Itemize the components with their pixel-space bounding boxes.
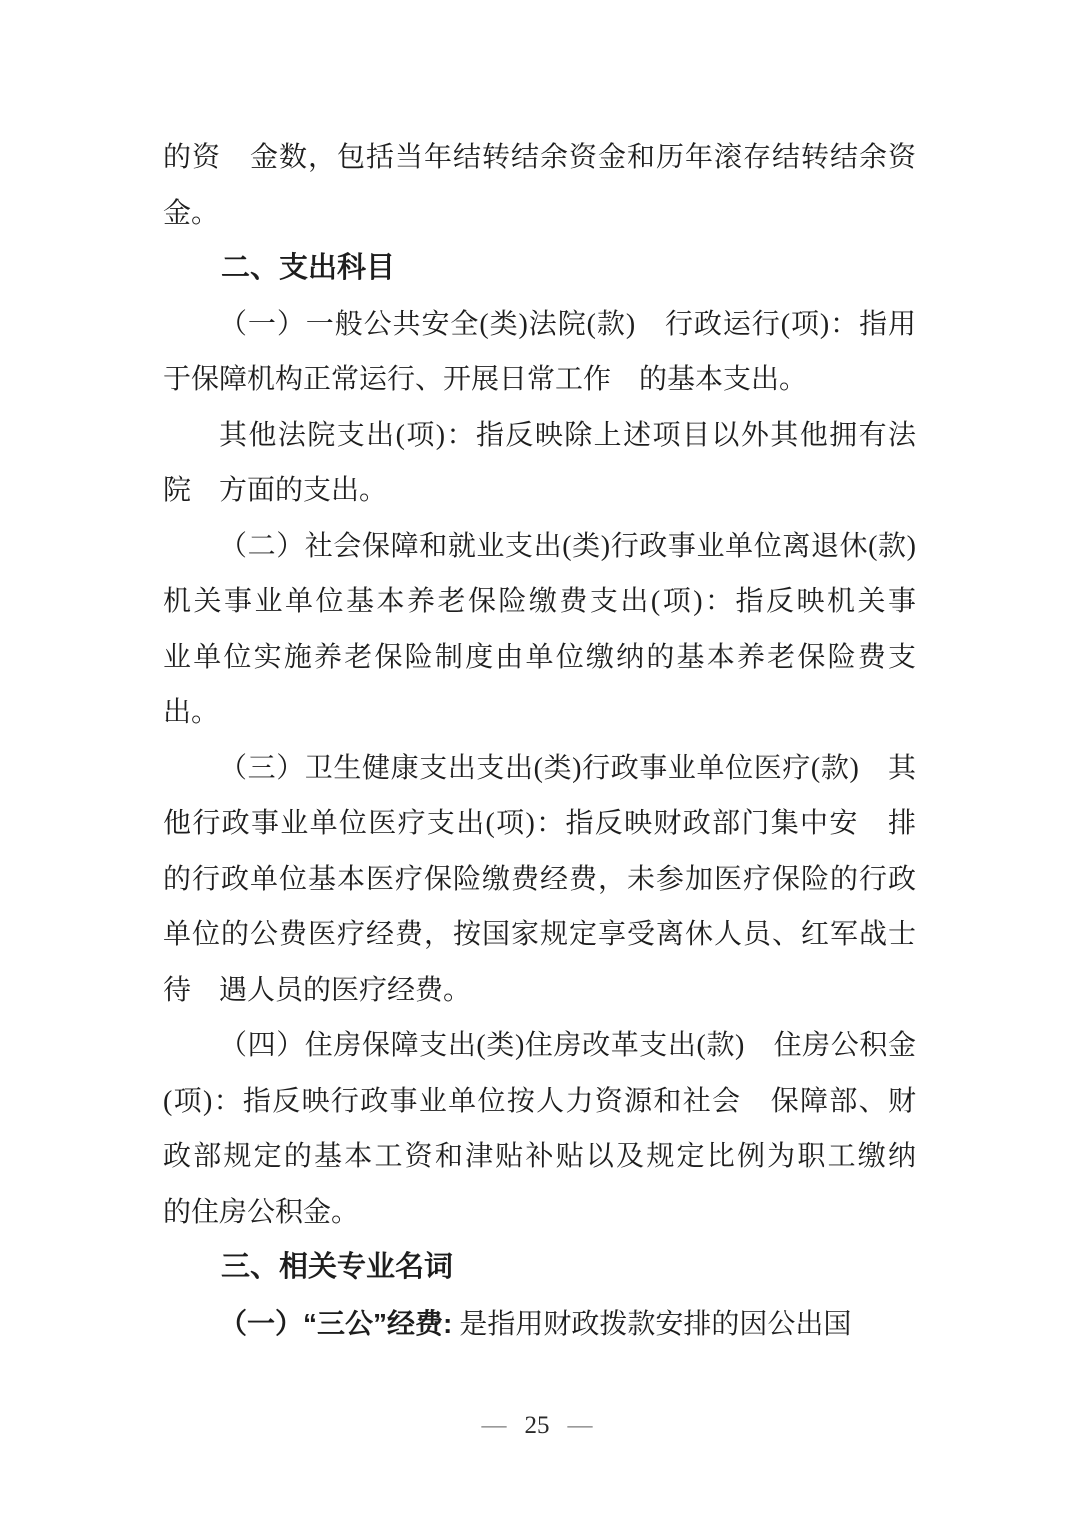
text-run: 待 遇人员的医疗经费。 bbox=[163, 974, 472, 1006]
text-line bbox=[163, 685, 916, 741]
text-line bbox=[163, 574, 916, 630]
footer-dash-right: — bbox=[567, 1412, 593, 1439]
text-run: 政部规定的基本工资和津贴补贴以及规定比例为职工缴纳 bbox=[163, 1141, 916, 1172]
text-line bbox=[163, 408, 916, 464]
text-run: （四）住房保障支出(类)住房改革支出(款) 住房公积金 bbox=[219, 1030, 916, 1061]
text-line bbox=[163, 130, 916, 186]
text-line bbox=[163, 1129, 916, 1185]
text-line bbox=[163, 796, 916, 852]
text-line bbox=[163, 297, 916, 353]
text-line bbox=[163, 852, 916, 908]
text-run: 他行政事业单位医疗支出(项)：指反映财政部门集中安 排 bbox=[163, 808, 916, 839]
text-run: 出。 bbox=[163, 697, 220, 728]
text-run: 的住房公积金。 bbox=[163, 1196, 360, 1228]
text-run: （三）卫生健康支出支出(类)行政事业单位医疗(款) 其 bbox=[219, 752, 916, 784]
text-line bbox=[163, 1074, 916, 1130]
text-run: 院 方面的支出。 bbox=[163, 475, 388, 506]
text-run: 机关事业单位基本养老保险缴费支出(项)：指反映机关事 bbox=[163, 586, 916, 617]
page-number: 25 bbox=[524, 1412, 550, 1439]
text-run: 其他法院支出(项)：指反映除上述项目以外其他拥有法 bbox=[219, 419, 916, 451]
document-body bbox=[163, 130, 916, 1351]
bold-text-run: （一）“三公”经费: bbox=[219, 1307, 453, 1339]
text-run: 业单位实施养老保险制度由单位缴纳的基本养老保险费支 bbox=[163, 641, 916, 673]
text-run: (项)：指反映行政事业单位按人力资源和社会 保障部、财 bbox=[163, 1085, 916, 1117]
text-run: 金。 bbox=[163, 197, 220, 229]
text-line bbox=[163, 1296, 916, 1352]
text-run: 于保障机构正常运行、开展日常工作 的基本支出。 bbox=[163, 364, 808, 395]
text-line bbox=[163, 186, 916, 242]
section-heading bbox=[163, 241, 916, 297]
bold-text-run: 三、相关专业名词 bbox=[221, 1251, 454, 1283]
text-run: 单位的公费医疗经费，按国家规定享受离休人员、红军战士 bbox=[163, 919, 916, 950]
text-run: 的行政单位基本医疗保险缴费经费，未参加医疗保险的行政 bbox=[163, 863, 916, 895]
footer-dash-left: — bbox=[481, 1412, 507, 1439]
text-run: 是指用财政拨款安排的因公出国 bbox=[452, 1308, 852, 1340]
text-line bbox=[163, 907, 916, 963]
text-line bbox=[163, 1018, 916, 1074]
text-run: 的资 金数，包括当年结转结余资金和历年滚存结转结余资 bbox=[163, 142, 916, 173]
text-line bbox=[163, 352, 916, 408]
text-line bbox=[163, 1185, 916, 1241]
text-line bbox=[163, 630, 916, 686]
bold-text-run: 二、支出科目 bbox=[221, 252, 396, 284]
text-run: （一）一般公共安全(类)法院(款) 行政运行(项)：指用 bbox=[219, 308, 916, 340]
page-footer bbox=[0, 1406, 1074, 1446]
text-run: （二）社会保障和就业支出(类)行政事业单位离退休(款) bbox=[219, 530, 916, 562]
text-line bbox=[163, 741, 916, 797]
section-heading bbox=[163, 1240, 916, 1296]
text-line bbox=[163, 463, 916, 519]
text-line bbox=[163, 963, 916, 1019]
text-line bbox=[163, 519, 916, 575]
